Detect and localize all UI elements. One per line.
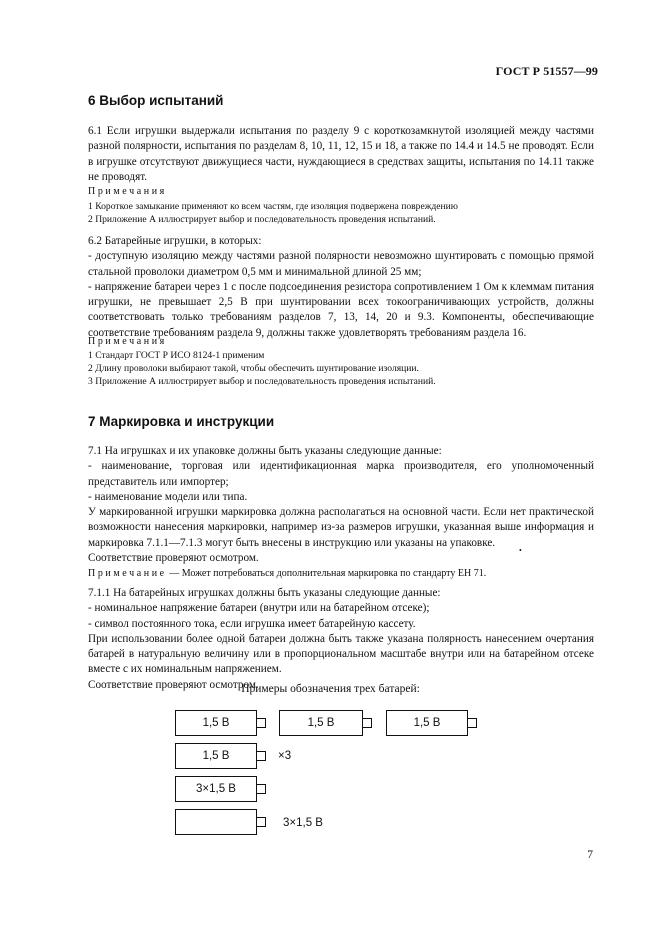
p-7-1-1-c: При использовании более одной батареи должна быть также указана полярность нанесением очертания батарей в натуральную величину или в пропорциональном масштабе внутри или на батарейном отсеке вместе с их номинальным напряжением.: [88, 632, 594, 676]
battery-symbol: 3×1,5 В: [175, 776, 257, 802]
note-2-2: 2 Длину проволоки выбирают такой, чтобы обеспечить шунтирование изоляции.: [88, 363, 419, 374]
p-6-2-intro: 6.2 Батарейные игрушки, в которых:: [88, 235, 262, 247]
battery-terminal: [363, 718, 372, 728]
battery-symbol: 1,5 В: [279, 710, 363, 736]
p-6-2-b: - напряжение батареи через 1 с после подсоединения резистора сопротивлением 1 Ом к клеммам питания игрушки, не превышает 2,5 В при шунтировании всех токоограничивающих устройств, должны соответствовать только требованиям разделов 7, 13, 14, 20 и 9.3. Компоненты, обеспечивающие соответствие требованиям раздела 9, должны также удовлетворять требованиям раздела 16.: [88, 280, 594, 339]
notes-2-title: Примечания: [88, 336, 167, 347]
p-7-1-1-b: - символ постоянного тока, если игрушка имеет батарейную кассету.: [88, 617, 416, 630]
battery-symbol: 1,5 В: [175, 710, 257, 736]
p-7-1-intro: 7.1 На игрушках и их упаковке должны быть указаны следующие данные:: [88, 445, 442, 457]
p-7-1-1-check: Соответствие проверяют осмотром.: [88, 678, 259, 691]
figure-caption: Примеры обозначения трех батарей:: [241, 683, 420, 695]
note-2-1: 1 Стандарт ГОСТ Р ИСО 8124-1 применим: [88, 350, 265, 361]
battery-pack-label: 3×1,5 В: [283, 817, 323, 829]
notes-1-title: Примечания: [88, 186, 167, 197]
battery-symbol: [175, 809, 257, 835]
note-2-3: 3 Приложение А иллюстрирует выбор и последовательность проведения испытаний.: [88, 376, 436, 387]
p-6-1-text: 6.1 Если игрушки выдержали испытания по разделу 9 с короткозамкнутой изоляцией между частями разной полярности, испытания по разделам 8, 10, 11, 12, 15 и 18, а также по 14.4 и 14.5 не проводят. Если в игрушке отсутствуют движущиеся части, нуждающиеся в средствах защиты, испытания по 14.11 также не проводят.: [88, 125, 594, 183]
battery-symbol: 1,5 В: [386, 710, 468, 736]
note-1-2: 2 Приложение А иллюстрирует выбор и последовательность проведения испытаний.: [88, 214, 436, 225]
battery-terminal: [468, 718, 477, 728]
section-7-title: 7 Маркировка и инструкции: [88, 414, 275, 429]
paragraph-6-2: [88, 234, 594, 341]
note-7-1-text: — Может потребоваться дополнительная маркировка по стандарту ЕН 71.: [166, 568, 487, 579]
p-7-1-check: Соответствие проверяют осмотром.: [88, 552, 259, 565]
note-7-1-label: Примечание: [88, 568, 167, 579]
standard-code: ГОСТ Р 51557—99: [495, 64, 598, 78]
p-7-1-1-intro: 7.1.1 На батарейных игрушках должны быть указаны следующие данные:: [88, 587, 441, 599]
p-7-1-1-a: - номинальное напряжение батареи (внутри или на батарейном отсеке);: [88, 602, 430, 615]
battery-terminal: [257, 784, 266, 794]
p-7-1-c: У маркированной игрушки маркировка должна располагаться на основной части. Если нет практической возможности нанесения маркировки, например из-за размеров игрушки, указанная выше информация и маркировка 7.1.1—7.1.3 могут быть внесены в инструкцию или указаны на упаковке.: [88, 506, 594, 549]
battery-terminal: [257, 751, 266, 761]
multiplier-label: ×3: [278, 750, 292, 762]
p-6-2-a: - доступную изоляцию между частями разной полярности невозможно шунтировать с помощью прямой стальной проволоки диаметром 0,5 мм и минимальной длиной 25 мм;: [88, 250, 594, 278]
battery-symbol: 1,5 В: [175, 743, 257, 769]
notes-2: [88, 349, 598, 388]
stray-mark: •: [519, 546, 522, 555]
battery-terminal: [257, 718, 266, 728]
paragraph-6-1: [88, 124, 594, 185]
page-number: 7: [587, 849, 593, 861]
p-7-1-a: - наименование, торговая или идентификационная марка производителя, его уполномоченный представитель или импортер;: [88, 460, 594, 488]
p-7-1-b: - наименование модели или типа.: [88, 490, 248, 503]
section-6-title: 6 Выбор испытаний: [88, 93, 224, 108]
note-7-1: [88, 567, 598, 580]
battery-terminal: [257, 817, 266, 827]
paragraph-7-1-1: [88, 586, 594, 693]
note-1-1: 1 Короткое замыкание применяют ко всем частям, где изоляция подвержена повреждению: [88, 201, 458, 212]
notes-1: [88, 200, 598, 226]
